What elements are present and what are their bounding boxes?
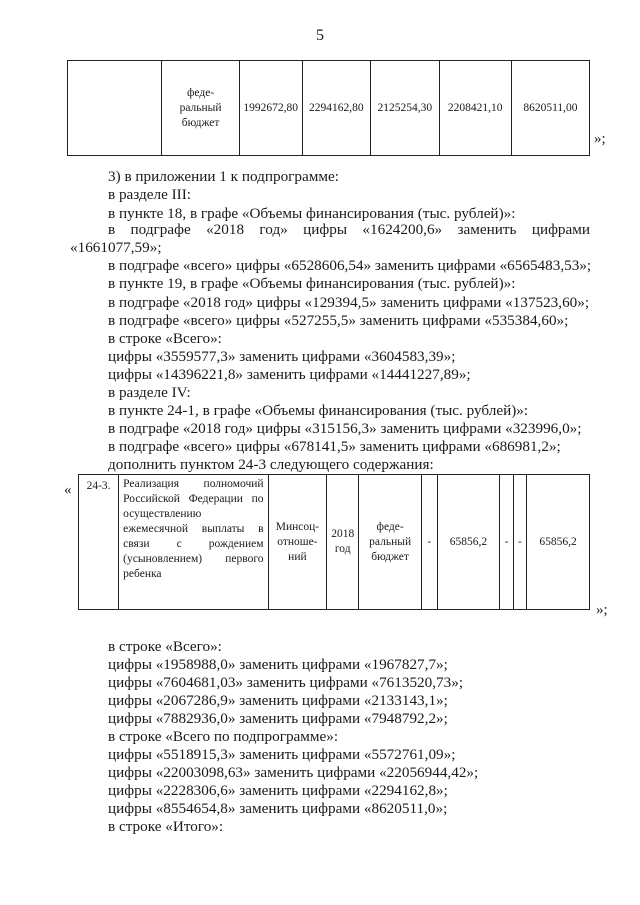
closing-quote: »; [594,131,606,147]
text-line: дополнить пунктом 24-3 следующего содержания: [108,456,434,473]
text-line: цифры «8554654,8» заменить цифрами «8620511,0»; [108,800,448,817]
table-cell-year: 2018 год [327,475,359,610]
text-line: в пункте 19, в графе «Объемы финансирования (тыс. рублей)»: [108,275,516,292]
table-cell-value: 1992672,80 [239,61,302,156]
table-cell-value: 2294162,80 [302,61,370,156]
text-line: в пункте 24-1, в графе «Объемы финансирования (тыс. рублей)»: [108,402,529,419]
text-line: в разделе III: [108,186,192,203]
page-number: 5 [316,27,324,44]
text-line: цифры «1958988,0» заменить цифрами «1967827,7»; [108,656,448,673]
text-line: цифры «22003098,63» заменить цифрами «22056944,42»; [108,764,479,781]
text-line: в пункте 18, в графе «Объемы финансирования (тыс. рублей)»: [108,205,516,222]
table-cell-value: 65856,2 [437,475,500,610]
text-line: в строке «Итого»: [108,818,224,835]
closing-quote: »; [596,602,608,618]
table-row [68,61,590,156]
text-line: в строке «Всего»: [108,330,222,347]
text-line: в строке «Всего»: [108,638,222,655]
text-line: в подграфе «всего» цифры «678141,5» заменить цифрами «686981,2»; [108,438,561,455]
text-line: в подграфе «всего» цифры «527255,5» заменить цифрами «535384,60»; [108,312,569,329]
text-line: в строке «Всего по подпрограмме»: [108,728,339,745]
text-line: «1661077,59»; [70,239,162,256]
text-line: в разделе IV: [108,384,191,401]
table-cell-source: феде- ральный бюджет [359,475,422,610]
table-cell-value: 65856,2 [527,475,590,610]
table-cell-number: 24-3. [79,475,119,610]
text-line: в подграфе «2018 год» цифры «315156,3» заменить цифрами «323996,0»; [108,420,582,437]
text-line: в подграфе «всего» цифры «6528606,54» заменить цифрами «6565483,53»; [108,257,592,274]
table-cell-value: 8620511,00 [511,61,589,156]
table-cell-source: феде- ральный бюджет [162,61,240,156]
opening-quote: « [64,482,72,498]
table-cell-executor: Минсоц- отноше- ний [268,475,327,610]
text-line: цифры «7882936,0» заменить цифрами «7948792,2»; [108,710,448,727]
table-row [79,475,590,610]
text-line: цифры «2228306,6» заменить цифрами «2294162,8»; [108,782,448,799]
text-line: цифры «3559577,3» заменить цифрами «3604583,39»; [108,348,456,365]
text-line: цифры «2067286,9» заменить цифрами «2133143,1»; [108,692,448,709]
text-line: цифры «7604681,03» заменить цифрами «7613520,73»; [108,674,464,691]
text-line: в подграфе «2018 год» цифры «129394,5» заменить цифрами «137523,60»; [108,294,590,311]
table-cell-value: 2125254,30 [371,61,439,156]
table-cell-value: - [513,475,526,610]
text-line: 3) в приложении 1 к подпрограмме: [108,168,339,185]
text-line: цифры «5518915,3» заменить цифрами «5572761,09»; [108,746,456,763]
table-cell-value: - [422,475,437,610]
table-cell-description: Реализация полномочий Российской Федерации по осуществлению ежемесячной выплаты в связи с рождением (усыновлением) первого ребенка [119,475,268,610]
table-cell-value: - [500,475,513,610]
funding-table-item-24-3 [78,474,590,610]
funding-table-top [67,60,590,156]
table-cell-value: 2208421,10 [439,61,511,156]
text-line: цифры «14396221,8» заменить цифрами «14441227,89»; [108,366,471,383]
table-cell-empty [68,61,162,156]
text-line: в подграфе «2018 год» цифры «1624200,6» заменить цифрами [108,221,590,238]
